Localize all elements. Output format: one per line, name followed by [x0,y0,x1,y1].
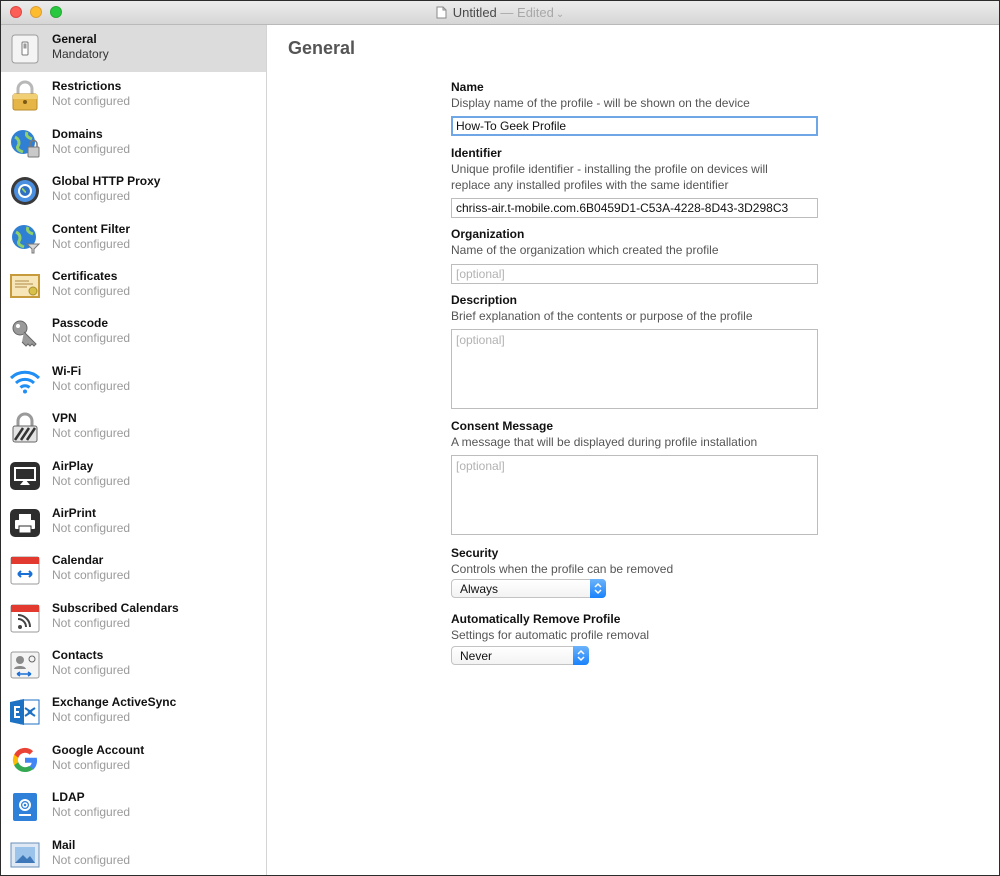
sidebar-item-label: Certificates [52,268,118,283]
sidebar-item-status: Not configured [52,615,131,630]
sidebar-item-status: Not configured [52,473,131,488]
security-select-value: Always [460,582,499,596]
security-description: Controls when the profile can be removed [451,562,674,576]
sidebar-item-airprint[interactable] [1,499,266,546]
document-icon [436,6,447,22]
sidebar-item-label: Subscribed Calendars [52,600,179,615]
window-title[interactable] [1,5,999,22]
padlock-icon [9,80,41,112]
description-field-group [451,292,753,324]
auto-remove-select[interactable] [451,646,589,665]
sidebar-item-status: Not configured [52,331,131,346]
sidebar-item-label: Contacts [52,648,104,663]
sidebar-item-label: Calendar [52,553,104,568]
sidebar-item-status: Not configured [52,283,131,298]
description-textarea[interactable]: [optional] [451,329,818,409]
chevron-down-icon: ⌄ [555,9,565,20]
calendar-icon [9,554,41,586]
organization-input[interactable]: [optional] [451,264,818,284]
sidebar-item-status: Not configured [52,568,131,583]
window-title-text: Untitled [452,5,497,20]
consent-label: Consent Message [451,419,554,433]
sidebar-item-restrictions[interactable] [1,72,266,119]
description-label: Description [451,293,518,307]
google-icon [9,744,41,776]
subscribed-calendar-icon [9,602,41,634]
identifier-description-line-2: replace any installed profiles with the same identifier [451,178,729,192]
sidebar-item-label: Google Account [52,742,145,757]
globe-lock-icon [9,128,41,160]
sidebar-item-mail[interactable] [1,831,266,876]
organization-description: Name of the organization which created the profile [451,243,719,257]
proxy-globe-icon [9,175,41,207]
auto-remove-field-group [451,611,649,643]
sidebar-item-label: Content Filter [52,221,130,236]
sidebar-item-calendar[interactable] [1,546,266,593]
key-icon [9,317,41,349]
wifi-icon [9,365,41,397]
sidebar-item-status: Mandatory [52,47,109,61]
sidebar-item-status: Not configured [52,663,131,678]
sidebar-item-status: Not configured [52,710,131,725]
sidebar-item-label: Wi-Fi [52,363,82,378]
sidebar-item-global-http-proxy[interactable] [1,167,266,214]
identifier-description-line-1: Unique profile identifier - installing the profile on devices will [451,162,768,176]
sidebar-item-label: Passcode [52,316,109,331]
identifier-input[interactable]: chriss-air.t-mobile.com.6B0459D1-C53A-4228-8D43-3D298C3 [451,198,818,218]
auto-remove-description: Settings for automatic profile removal [451,628,650,642]
name-field-group [451,79,750,111]
sidebar-item-label: General [52,32,97,46]
sidebar-item-status: Not configured [52,236,131,251]
sidebar-item-general[interactable] [1,25,266,72]
sidebar-item-passcode[interactable] [1,309,266,356]
sidebar-item-exchange-activesync[interactable] [1,688,266,735]
sidebar-item-label: Exchange ActiveSync [52,695,177,710]
general-switch-icon [9,33,41,65]
sidebar-item-status: Not configured [52,852,131,867]
sidebar-item-label: Domains [52,126,103,141]
contacts-icon [9,649,41,681]
sidebar-item-certificates[interactable] [1,262,266,309]
sidebar-item-status: Not configured [52,189,131,204]
sidebar-item-label: VPN [52,411,77,426]
sidebar-item-label: Mail [52,837,76,852]
security-label: Security [451,546,499,560]
sidebar-item-label: Restrictions [52,79,122,94]
mail-icon [9,839,41,871]
name-description: Display name of the profile - will be shown on the device [451,96,750,110]
identifier-field-group [451,145,768,193]
description-description: Brief explanation of the contents or purpose of the profile [451,309,753,323]
sidebar-item-wifi[interactable] [1,357,266,404]
sidebar-item-ldap[interactable] [1,783,266,830]
printer-icon [9,507,41,539]
sidebar-item-airplay[interactable] [1,452,266,499]
organization-field-group [451,226,719,258]
exchange-icon [9,696,41,728]
select-stepper-icon [573,646,589,665]
title-bar [1,1,999,25]
certificate-icon [9,270,41,302]
general-settings-pane [267,25,999,875]
sidebar-item-status: Not configured [52,378,131,393]
name-input[interactable]: How-To Geek Profile [451,116,818,136]
sidebar-item-contacts[interactable] [1,641,266,688]
organization-label: Organization [451,227,525,241]
sidebar-item-status: Not configured [52,805,131,820]
globe-filter-icon [9,223,41,255]
page-title: General [288,38,356,58]
sidebar-item-google-account[interactable] [1,736,266,783]
ldap-icon [9,791,41,823]
name-label: Name [451,80,484,94]
airplay-icon [9,460,41,492]
auto-remove-label: Automatically Remove Profile [451,612,621,626]
sidebar-item-label: AirPrint [52,505,97,520]
consent-textarea[interactable]: [optional] [451,455,818,535]
sidebar-item-status: Not configured [52,426,131,441]
sidebar-item-subscribed-calendars[interactable] [1,594,266,641]
sidebar-item-status: Not configured [52,141,131,156]
sidebar-item-content-filter[interactable] [1,215,266,262]
edited-indicator: — Edited [500,5,554,20]
sidebar-item-label: Global HTTP Proxy [52,174,161,189]
sidebar-item-status: Not configured [52,520,131,535]
sidebar-item-status: Not configured [52,757,131,772]
select-stepper-icon [590,579,606,598]
consent-field-group [451,418,757,450]
payload-sidebar [1,25,267,876]
identifier-label: Identifier [451,146,502,160]
security-field-group [451,545,673,577]
sidebar-item-label: AirPlay [52,458,94,473]
vpn-lock-icon [9,412,41,444]
sidebar-item-label: LDAP [52,790,85,805]
consent-description: A message that will be displayed during profile installation [451,435,758,449]
security-select[interactable] [451,579,606,598]
sidebar-item-status: Not configured [52,94,131,109]
sidebar-item-vpn[interactable] [1,404,266,451]
sidebar-item-domains[interactable] [1,120,266,167]
auto-remove-select-value: Never [460,649,493,663]
